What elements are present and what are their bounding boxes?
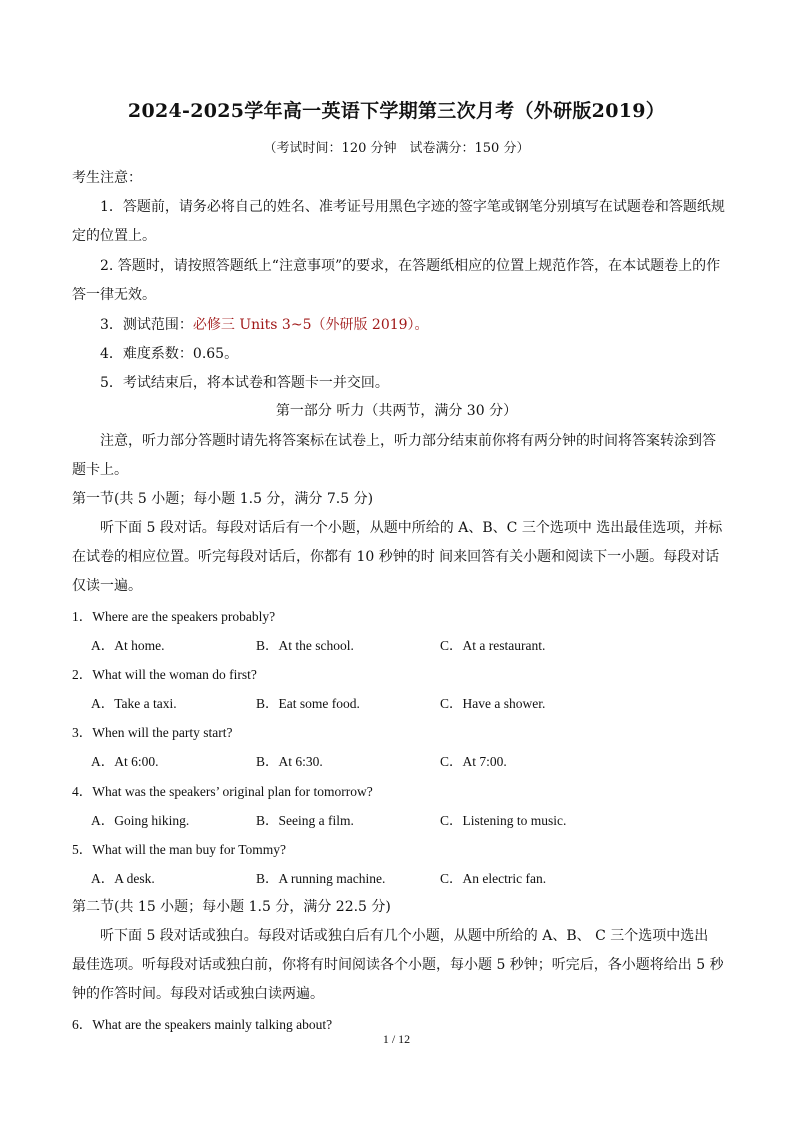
question-4: 4．What was the speakers’ original plan for tomorrow? — [72, 784, 373, 799]
section2-heading: 第二节(共 15 小题；每小题 1.5 分，满分 22.5 分) — [72, 899, 391, 915]
notice-item-3 — [100, 314, 722, 334]
part1-note-line-1: 注意，听力部分答题时请先将答案标在试卷上，听力部分结束前你将有两分钟的时间将答案转涂到答 — [100, 433, 716, 449]
question-5-option-a: A．A desk. — [91, 871, 155, 886]
question-6: 6．What are the speakers mainly talking about? — [72, 1017, 333, 1032]
exam-time-info: （考试时间：120 分钟 试卷满分：150 分） — [263, 141, 530, 156]
part1-heading: 第一部分 听力（共两节，满分 30 分） — [275, 403, 518, 419]
question-3-option-c: C．At 7:00. — [440, 754, 507, 769]
section2-instruction-line-1: 听下面 5 段对话或独白。每段对话或独白后有几个小题，从题中所给的 A、B、 C 三个选项中选出 — [100, 928, 709, 944]
part1-note-line-2: 题卡上。 — [72, 462, 128, 478]
notice-heading: 考生注意： — [72, 170, 142, 186]
section1-instruction-line-3: 仅读一遍。 — [72, 578, 142, 594]
question-2-option-c: C．Have a shower. — [440, 696, 546, 711]
notice-item-1-line-1: 1．答题前，请务必将自己的姓名、准考证号用黑色字迹的签字笔或钢笔分别填写在试题卷和答题纸规 — [100, 199, 725, 215]
test-scope-label: 3．测试范围： — [100, 317, 193, 333]
section1-instruction-line-1: 听下面 5 段对话。每段对话后有一个小题，从题中所给的 A、B、C 三个选项中 选出最佳选项，并标 — [100, 520, 723, 536]
notice-item-5: 5．考试结束后，将本试卷和答题卡一并交回。 — [100, 375, 389, 391]
question-2: 2．What will the woman do first? — [72, 667, 257, 682]
page-number: 1 / 12 — [382, 1032, 411, 1046]
question-3: 3．When will the party start? — [72, 725, 233, 740]
question-1: 1．Where are the speakers probably? — [72, 609, 276, 624]
question-2-option-b: B．Eat some food. — [256, 696, 360, 711]
question-3-option-a: A．At 6:00. — [91, 754, 159, 769]
page-title: 2024-2025学年高一英语下学期第三次月考（外研版2019） — [127, 100, 666, 122]
question-5-option-b: B．A running machine. — [256, 871, 386, 886]
section2-instruction-line-3: 钟的作答时间。每段对话或独白读两遍。 — [72, 986, 324, 1002]
test-scope-value: 必修三 Units 3~5（外研版 2019）。 — [192, 317, 429, 333]
question-5-option-c: C．An electric fan. — [440, 871, 547, 886]
section2-instruction-line-2: 最佳选项。听每段对话或独白前，你将有时间阅读各个小题，每小题 5 秒钟；听完后，各小题将给出 5 秒 — [72, 957, 724, 973]
question-1-option-a: A．At home. — [91, 638, 165, 653]
question-4-option-c: C．Listening to music. — [440, 813, 567, 828]
notice-item-4: 4．难度系数：0.65。 — [100, 346, 239, 362]
question-4-option-a: A．Going hiking. — [91, 813, 190, 828]
section1-heading: 第一节(共 5 小题；每小题 1.5 分，满分 7.5 分) — [72, 491, 374, 507]
question-3-option-b: B．At 6:30. — [256, 754, 323, 769]
section1-instruction-line-2: 在试卷的相应位置。听完每段对话后，你都有 10 秒钟的时 间来回答有关小题和阅读下一小题。每段对话 — [72, 549, 720, 565]
question-1-option-b: B．At the school. — [256, 638, 354, 653]
notice-item-2-line-2: 答一律无效。 — [72, 287, 156, 303]
question-2-option-a: A．Take a taxi. — [91, 696, 177, 711]
question-1-option-c: C．At a restaurant. — [440, 638, 546, 653]
question-4-option-b: B．Seeing a film. — [256, 813, 354, 828]
notice-item-2-line-1: 2. 答题时，请按照答题纸上“注意事项”的要求，在答题纸相应的位置上规范作答，在本试题卷上的作 — [100, 258, 721, 274]
question-5: 5．What will the man buy for Tommy? — [72, 842, 287, 857]
notice-item-1-line-2: 定的位置上。 — [72, 228, 156, 244]
